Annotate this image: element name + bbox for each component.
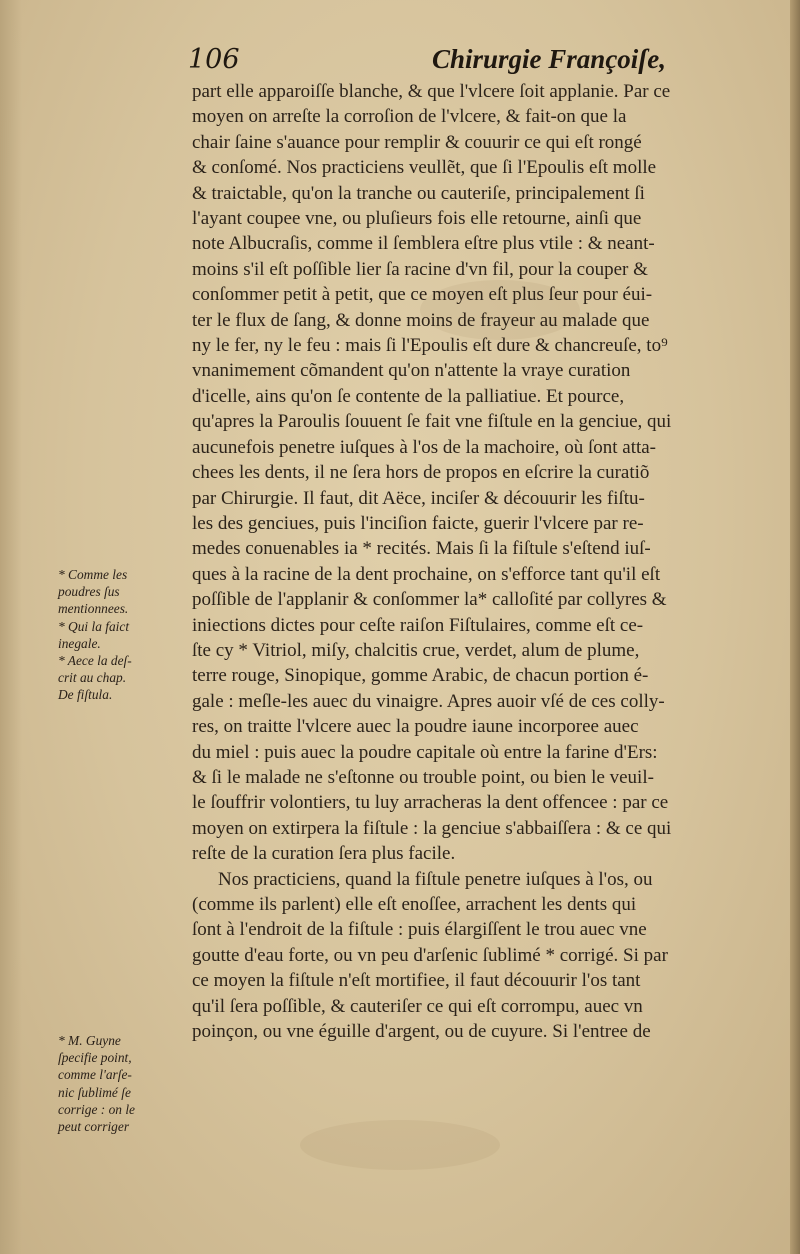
text-line: (comme ils parlent) elle eſt enoſſee, arrachent les dents qui: [192, 894, 637, 915]
margin-note-line: mentionnees.: [58, 601, 129, 617]
text-line: qu'il ſera poſſible, & cauteriſer ce qui eſt corrompu, auec vn: [192, 995, 643, 1017]
text-line: & conſomé. Nos practiciens veullẽt, que ſi l'Epoulis eſt molle: [192, 157, 657, 179]
text-line: conſommer petit à petit, que ce moyen eſt plus ſeur pour éui-: [192, 284, 653, 306]
text-line: res, on traitte l'vlcere auec la poudre iaune incorporee auec: [192, 716, 639, 738]
margin-note-2: [58, 1032, 183, 1135]
main-text-block: [192, 79, 788, 1044]
text-line: qu'apres la Paroulis ſouuent ſe fait vne fiſtule en la genciue, qui: [192, 411, 672, 433]
margin-note-line: comme l'arſe-: [58, 1067, 132, 1083]
text-line: chair ſaine s'auance pour remplir & couurir ce qui eſt rongé: [192, 131, 642, 153]
margin-note-1: [58, 566, 183, 704]
text-line: Nos practiciens, quand la fiſtule penetre iuſques à l'os, ou: [218, 868, 653, 890]
running-header: [182, 44, 782, 84]
page-edge: [790, 0, 800, 1254]
text-line: reſte de la curation ſera plus facile.: [192, 843, 456, 865]
running-title: Chirurgie Françoiſe,: [432, 44, 667, 74]
margin-note-line: corrige : on le: [58, 1101, 135, 1117]
margin-note-line: crit au chap.: [58, 670, 127, 686]
page-gutter-shadow: [0, 0, 22, 1254]
text-line: poinçon, ou vne éguille d'argent, ou de cuyure. Si l'entree de: [192, 1021, 651, 1043]
text-line: ſont à l'endroit de la fiſtule : puis élargiſſent le trou auec vne: [192, 919, 647, 941]
text-line: iniections dictes pour ceſte raiſon Fiſtulaires, comme eſt ce-: [192, 614, 644, 636]
text-line: goutte d'eau forte, ou vn peu d'arſenic ſublimé * corrigé. Si par: [192, 944, 668, 966]
text-line: ques à la racine de la dent prochaine, on s'efforce tant qu'il eſt: [192, 563, 661, 585]
margin-note-line: poudres ſus: [58, 584, 120, 600]
page-number: 106: [188, 44, 240, 75]
margin-note-line: * M. Guyne: [58, 1033, 121, 1048]
text-line: & traictable, qu'on la tranche ou cauteriſe, principalement ſi: [192, 182, 645, 204]
text-line: terre rouge, Sinopique, gomme Arabic, de chacun portion é-: [192, 665, 649, 687]
text-line: ny le fer, ny le feu : mais ſi l'Epoulis eſt dure & chancreuſe, to⁹: [192, 335, 668, 357]
margin-note-line: peut corriger: [58, 1119, 130, 1135]
text-line: moins s'il eſt poſſible lier ſa racine d'vn fil, pour la couper &: [192, 258, 648, 280]
text-line: vnanimement cõmandent qu'on n'attente la vraye curation: [192, 360, 631, 382]
text-line: ter le flux de ſang, & donne moins de frayeur au malade que: [192, 309, 650, 331]
text-line: par Chirurgie. Il faut, dit Aëce, inciſer & découurir les fiſtu-: [192, 487, 645, 509]
text-line: poſſible de l'applanir & conſommer la* calloſité par collyres &: [192, 589, 667, 611]
text-line: les des genciues, puis l'inciſion faicte, guerir l'vlcere par re-: [192, 512, 644, 534]
text-line: ſte cy * Vitriol, miſy, chalcitis crue, verdet, alum de plume,: [192, 639, 640, 661]
text-line: ce moyen la fiſtule n'eſt mortifiee, il faut découurir l'os tant: [192, 970, 641, 992]
paper-stain: [300, 1120, 500, 1170]
text-line: aucunefois penetre iuſques à l'os de la machoire, où ſont atta-: [192, 436, 657, 458]
text-line: note Albucraſis, comme il ſemblera eſtre plus vtile : & neant-: [192, 233, 655, 255]
text-line: d'icelle, ains qu'on ſe contente de la palliatiue. Et pource,: [192, 385, 625, 407]
text-line: le ſouffrir volontiers, tu luy arracheras la dent offencee : par ce: [192, 792, 669, 814]
margin-note-line: * Comme les: [58, 567, 128, 582]
text-line: moyen on arreſte la corroſion de l'vlcere, & fait-on que la: [192, 106, 627, 128]
text-line: chees les dents, il ne ſera hors de propos en eſcrire la curatiõ: [192, 462, 650, 484]
text-line: du miel : puis auec la poudre capitale où entre la farine d'Ers:: [192, 741, 658, 763]
text-line: medes conuenables ia * recités. Mais ſi la fiſtule s'eſtend iuſ-: [192, 538, 651, 560]
margin-note-line: nic ſublimé ſe: [58, 1084, 131, 1100]
text-line: part elle apparoiſſe blanche, & que l'vlcere ſoit applanie. Par ce: [192, 81, 671, 102]
margin-note-line: * Aece la deſ-: [58, 653, 132, 669]
text-line: moyen on extirpera la fiſtule : la genciue s'abbaiſſera : & ce qui: [192, 817, 672, 839]
text-line: & ſi le malade ne s'eſtonne ou trouble point, ou bien le veuil-: [192, 766, 654, 788]
text-line: gale : meſle-les auec du vinaigre. Apres auoir vſé de ces colly-: [192, 690, 665, 712]
margin-note-line: De fiſtula.: [58, 687, 113, 703]
text-line: l'ayant coupee vne, ou pluſieurs fois elle retourne, ainſi que: [192, 208, 642, 230]
margin-note-line: ſpecifie point,: [58, 1050, 132, 1066]
margin-note-line: inegale.: [58, 635, 101, 651]
margin-note-line: * Qui la faict: [58, 618, 130, 634]
